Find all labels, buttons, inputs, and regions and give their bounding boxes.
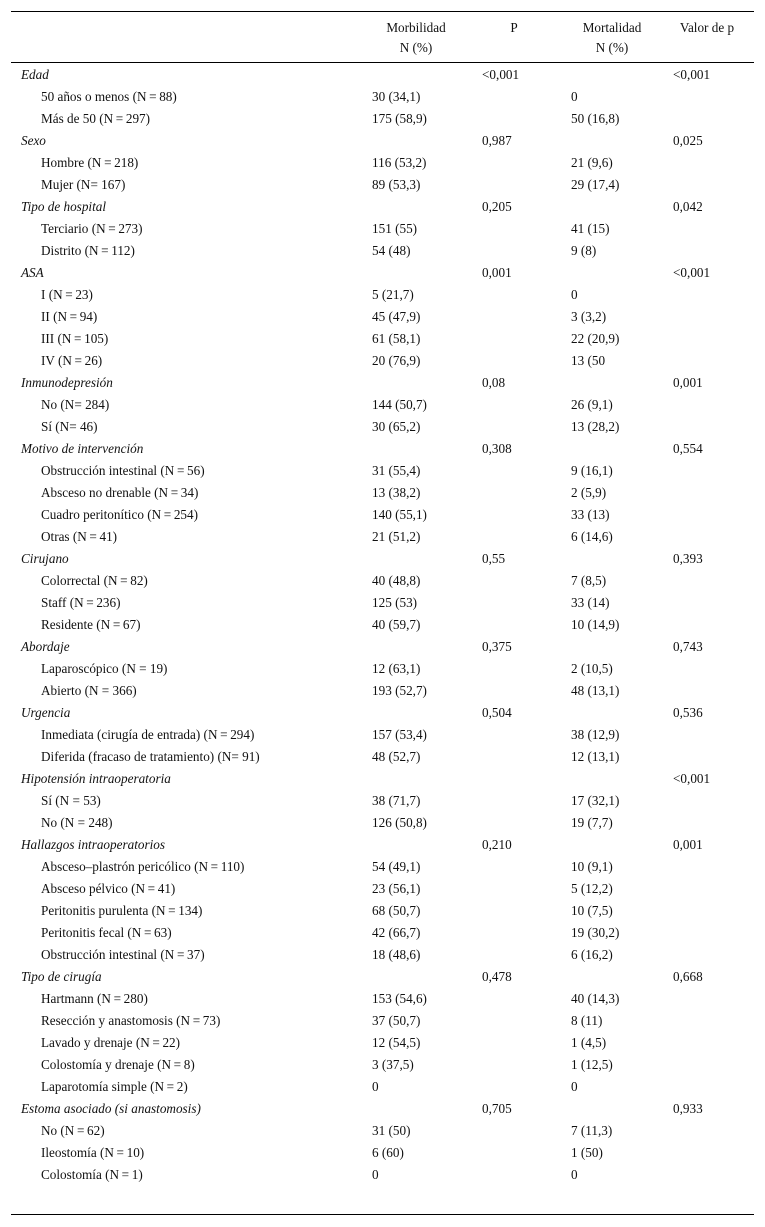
mortality-cell: 33 (14): [571, 595, 610, 610]
table-row: [0, 526, 765, 548]
morbidity-cell: 12 (63,1): [372, 661, 421, 676]
category-row: [0, 834, 765, 856]
row-label: Sí (N = 53): [41, 793, 101, 808]
mortality-cell: 7 (8,5): [571, 573, 607, 588]
table-row: [0, 592, 765, 614]
row-label: Sexo: [21, 133, 46, 148]
row-label: Mujer (N= 167): [41, 177, 126, 192]
mortality-cell: 19 (30,2): [571, 925, 620, 940]
pvalue-cell: 0,001: [673, 375, 703, 390]
table-row: [0, 108, 765, 130]
table-row: [0, 174, 765, 196]
row-label: Otras (N = 41): [41, 529, 118, 544]
mortality-cell: 6 (16,2): [571, 947, 613, 962]
header-morbidity: Morbilidad N (%): [386, 20, 446, 55]
row-label: Abierto (N = 366): [41, 683, 137, 698]
p-cell: 0,210: [482, 837, 512, 852]
top-rule: [11, 11, 754, 12]
mortality-cell: 50 (16,8): [571, 111, 620, 126]
mortality-cell: 0: [571, 1079, 578, 1094]
row-label: No (N= 284): [41, 397, 110, 412]
mortality-cell: 0: [571, 287, 578, 302]
morbidity-cell: 37 (50,7): [372, 1013, 421, 1028]
mortality-cell: 13 (28,2): [571, 419, 620, 434]
table-row: [0, 746, 765, 768]
pvalue-cell: <0,001: [673, 265, 711, 280]
morbidity-cell: 89 (53,3): [372, 177, 421, 192]
morbidity-cell: 153 (54,6): [372, 991, 427, 1006]
row-label: Colostomía y drenaje (N = 8): [41, 1057, 195, 1072]
row-label: Hartmann (N = 280): [41, 991, 148, 1006]
table-row: [0, 86, 765, 108]
row-label: Absceso no drenable (N = 34): [41, 485, 199, 500]
table-row: [0, 614, 765, 636]
morbidity-cell: 13 (38,2): [372, 485, 421, 500]
row-label: Peritonitis purulenta (N = 134): [41, 903, 203, 918]
table-row: [0, 900, 765, 922]
p-cell: 0,478: [482, 969, 512, 984]
table-row: [0, 1142, 765, 1164]
row-label: Absceso pélvico (N = 41): [41, 881, 176, 896]
morbidity-cell: 54 (49,1): [372, 859, 421, 874]
p-cell: <0,001: [482, 67, 520, 82]
table-row: [0, 152, 765, 174]
table-row: [0, 1010, 765, 1032]
table-row: [0, 1164, 765, 1186]
row-label: Laparotomía simple (N = 2): [41, 1079, 188, 1094]
category-row: [0, 130, 765, 152]
p-cell: 0,705: [482, 1101, 512, 1116]
morbidity-cell: 21 (51,2): [372, 529, 421, 544]
category-row: [0, 262, 765, 284]
row-label: Lavado y drenaje (N = 22): [41, 1035, 181, 1050]
mortality-cell: 9 (16,1): [571, 463, 613, 478]
morbidity-cell: 175 (58,9): [372, 111, 427, 126]
header-p: P: [510, 20, 518, 35]
p-cell: 0,987: [482, 133, 512, 148]
row-label: Tipo de hospital: [21, 199, 106, 214]
morbidity-cell: 20 (76,9): [372, 353, 421, 368]
mortality-cell: 10 (7,5): [571, 903, 613, 918]
mortality-cell: 0: [571, 89, 578, 104]
morbidity-cell: 48 (52,7): [372, 749, 421, 764]
header-pvalue: Valor de p: [679, 20, 735, 35]
table-row: [0, 504, 765, 526]
header-mortality: Mortalidad N (%): [582, 20, 642, 55]
row-label: No (N = 62): [41, 1123, 105, 1138]
morbidity-cell: 12 (54,5): [372, 1035, 421, 1050]
row-label: Abordaje: [21, 639, 70, 654]
p-cell: 0,55: [482, 551, 506, 566]
mortality-cell: 3 (3,2): [571, 309, 607, 324]
row-label: Distrito (N = 112): [41, 243, 135, 258]
mortality-cell: 33 (13): [571, 507, 610, 522]
table-row: [0, 482, 765, 504]
row-label: No (N = 248): [41, 815, 113, 830]
morbidity-cell: 0: [372, 1167, 379, 1182]
table-row: [0, 1120, 765, 1142]
row-label: Obstrucción intestinal (N = 37): [41, 947, 205, 962]
table-row: [0, 394, 765, 416]
category-row: [0, 702, 765, 724]
table-row: [0, 416, 765, 438]
table-row: [0, 790, 765, 812]
row-label: I (N = 23): [41, 287, 93, 302]
mortality-cell: 10 (14,9): [571, 617, 620, 632]
mortality-cell: 22 (20,9): [571, 331, 620, 346]
pvalue-cell: 0,025: [673, 133, 703, 148]
category-row: [0, 372, 765, 394]
mortality-cell: 38 (12,9): [571, 727, 620, 742]
morbidity-cell: 45 (47,9): [372, 309, 421, 324]
p-cell: 0,375: [482, 639, 512, 654]
table-body: [0, 64, 765, 1186]
table-row: [0, 658, 765, 680]
row-label: Hombre (N = 218): [41, 155, 139, 170]
row-label: II (N = 94): [41, 309, 98, 324]
category-row: [0, 196, 765, 218]
row-label: Más de 50 (N = 297): [41, 111, 151, 126]
morbidity-cell: 125 (53): [372, 595, 418, 610]
mortality-cell: 2 (10,5): [571, 661, 613, 676]
row-label: III (N = 105): [41, 331, 109, 346]
mortality-cell: 5 (12,2): [571, 881, 613, 896]
morbidity-cell: 193 (52,7): [372, 683, 427, 698]
mortality-cell: 10 (9,1): [571, 859, 613, 874]
mortality-cell: 19 (7,7): [571, 815, 613, 830]
morbidity-cell: 116 (53,2): [372, 155, 427, 170]
table-row: [0, 680, 765, 702]
morbidity-cell: 38 (71,7): [372, 793, 421, 808]
morbidity-cell: 61 (58,1): [372, 331, 421, 346]
row-label: Urgencia: [21, 705, 71, 720]
table-row: [0, 570, 765, 592]
row-label: Inmunodepresión: [21, 375, 113, 390]
morbidity-cell: 23 (56,1): [372, 881, 421, 896]
pvalue-cell: 0,042: [673, 199, 703, 214]
table-row: [0, 856, 765, 878]
mortality-cell: 0: [571, 1167, 578, 1182]
category-row: [0, 438, 765, 460]
table-row: [0, 240, 765, 262]
row-label: Cuadro peritonítico (N = 254): [41, 507, 199, 522]
row-label: Motivo de intervención: [21, 441, 144, 456]
row-label: Colostomía (N = 1): [41, 1167, 143, 1182]
table-row: [0, 350, 765, 372]
table-row: [0, 328, 765, 350]
table-row: [0, 988, 765, 1010]
morbidity-cell: 42 (66,7): [372, 925, 421, 940]
mortality-cell: 1 (50): [571, 1145, 603, 1160]
table-row: [0, 1032, 765, 1054]
mortality-cell: 13 (50: [571, 353, 606, 368]
row-label: Staff (N = 236): [41, 595, 121, 610]
category-row: [0, 64, 765, 86]
morbidity-cell: 157 (53,4): [372, 727, 427, 742]
morbidity-cell: 40 (48,8): [372, 573, 421, 588]
row-label: Inmediata (cirugía de entrada) (N = 294): [41, 727, 255, 742]
row-label: Edad: [21, 67, 49, 82]
morbidity-cell: 0: [372, 1079, 379, 1094]
row-label: Colorrectal (N = 82): [41, 573, 148, 588]
mortality-cell: 9 (8): [571, 243, 597, 258]
morbidity-cell: 6 (60): [372, 1145, 404, 1160]
row-label: Sí (N= 46): [41, 419, 98, 434]
category-row: [0, 768, 765, 790]
category-row: [0, 966, 765, 988]
mortality-cell: 40 (14,3): [571, 991, 620, 1006]
morbidity-cell: 31 (50): [372, 1123, 411, 1138]
table-row: [0, 922, 765, 944]
row-label: Hipotensión intraoperatoria: [21, 771, 171, 786]
pvalue-cell: 0,554: [673, 441, 703, 456]
pvalue-cell: 0,933: [673, 1101, 703, 1116]
category-row: [0, 636, 765, 658]
row-label: Estoma asociado (si anastomosis): [21, 1101, 201, 1116]
p-cell: 0,08: [482, 375, 506, 390]
morbidity-cell: 144 (50,7): [372, 397, 427, 412]
mortality-cell: 6 (14,6): [571, 529, 613, 544]
morbidity-cell: 151 (55): [372, 221, 418, 236]
row-label: IV (N = 26): [41, 353, 103, 368]
morbidity-cell: 30 (34,1): [372, 89, 421, 104]
morbidity-cell: 30 (65,2): [372, 419, 421, 434]
mortality-cell: 41 (15): [571, 221, 610, 236]
pvalue-cell: 0,001: [673, 837, 703, 852]
p-cell: 0,308: [482, 441, 512, 456]
row-label: Terciario (N = 273): [41, 221, 143, 236]
pvalue-cell: 0,668: [673, 969, 703, 984]
table-row: [0, 944, 765, 966]
mortality-cell: 1 (4,5): [571, 1035, 607, 1050]
morbidity-cell: 40 (59,7): [372, 617, 421, 632]
table-row: [0, 460, 765, 482]
morbidity-cell: 18 (48,6): [372, 947, 421, 962]
mortality-cell: 48 (13,1): [571, 683, 620, 698]
pvalue-cell: <0,001: [673, 67, 711, 82]
row-label: ASA: [21, 265, 44, 280]
mortality-cell: 17 (32,1): [571, 793, 620, 808]
category-row: [0, 548, 765, 570]
table-row: [0, 724, 765, 746]
mortality-cell: 29 (17,4): [571, 177, 620, 192]
mortality-cell: 8 (11): [571, 1013, 603, 1028]
table-row: [0, 284, 765, 306]
table-row: [0, 878, 765, 900]
table-row: [0, 1054, 765, 1076]
p-cell: 0,205: [482, 199, 512, 214]
table-row: [0, 812, 765, 834]
header-rule: [11, 62, 754, 63]
table-row: [0, 1076, 765, 1098]
row-label: Peritonitis fecal (N = 63): [41, 925, 172, 940]
pvalue-cell: <0,001: [673, 771, 711, 786]
row-label: Residente (N = 67): [41, 617, 141, 632]
mortality-cell: 7 (11,3): [571, 1123, 613, 1138]
mortality-cell: 21 (9,6): [571, 155, 613, 170]
row-label: Cirujano: [21, 551, 69, 566]
mortality-cell: 1 (12,5): [571, 1057, 613, 1072]
row-label: Hallazgos intraoperatorios: [21, 837, 165, 852]
pvalue-cell: 0,743: [673, 639, 703, 654]
mortality-cell: 2 (5,9): [571, 485, 607, 500]
row-label: Resección y anastomosis (N = 73): [41, 1013, 221, 1028]
row-label: Diferida (fracaso de tratamiento) (N= 91): [41, 749, 260, 764]
morbidity-cell: 31 (55,4): [372, 463, 421, 478]
table-row: [0, 218, 765, 240]
morbidity-cell: 54 (48): [372, 243, 411, 258]
p-cell: 0,504: [482, 705, 512, 720]
bottom-rule: [11, 1214, 754, 1215]
morbidity-cell: 3 (37,5): [372, 1057, 414, 1072]
mortality-cell: 26 (9,1): [571, 397, 613, 412]
row-label: 50 años o menos (N = 88): [41, 89, 177, 104]
category-row: [0, 1098, 765, 1120]
pvalue-cell: 0,393: [673, 551, 703, 566]
row-label: Laparoscópico (N = 19): [41, 661, 168, 676]
mortality-cell: 12 (13,1): [571, 749, 620, 764]
p-cell: 0,001: [482, 265, 512, 280]
pvalue-cell: 0,536: [673, 705, 703, 720]
morbidity-cell: 126 (50,8): [372, 815, 427, 830]
row-label: Obstrucción intestinal (N = 56): [41, 463, 205, 478]
morbidity-cell: 5 (21,7): [372, 287, 414, 302]
morbidity-cell: 68 (50,7): [372, 903, 421, 918]
table-row: [0, 306, 765, 328]
morbidity-cell: 140 (55,1): [372, 507, 427, 522]
row-label: Tipo de cirugía: [21, 969, 102, 984]
row-label: Ileostomía (N = 10): [41, 1145, 145, 1160]
row-label: Absceso–plastrón pericólico (N = 110): [41, 859, 245, 874]
